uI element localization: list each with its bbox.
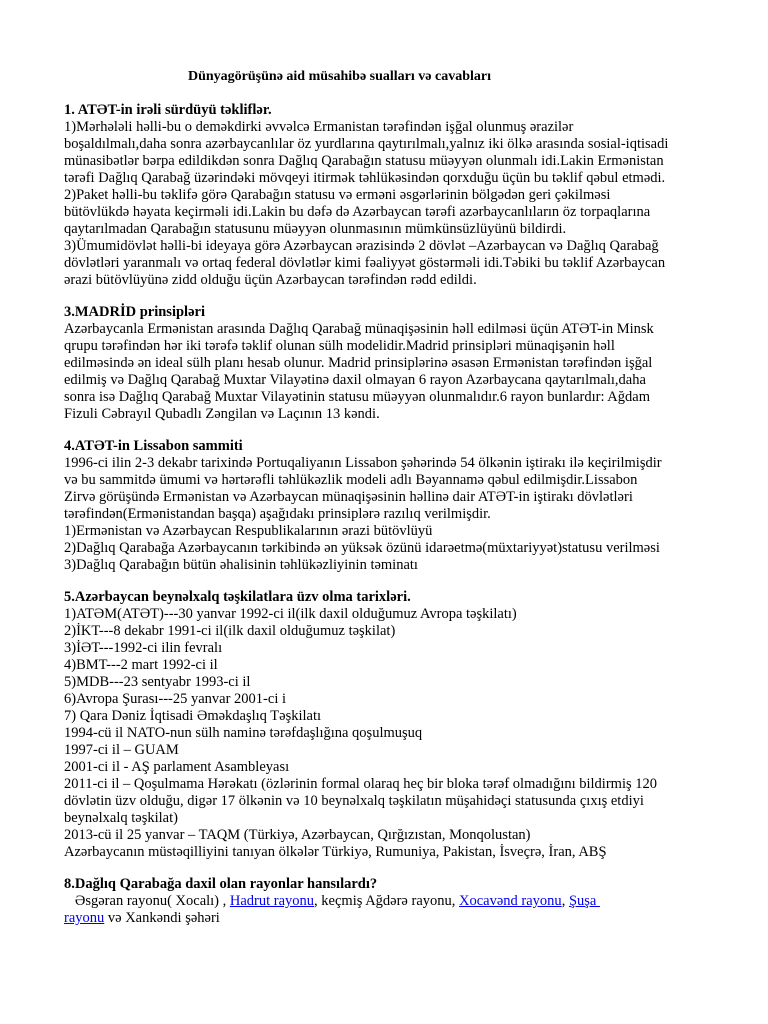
link-susa[interactable]: Şuşa	[568, 893, 600, 909]
link-xocavend-rayonu[interactable]: Xocavənd rayonu	[459, 893, 562, 909]
text-line: tərəfindən(Ermənistandan başqa) aşağıdakı prinsiplərə razılıq verilmişdir.	[64, 506, 491, 522]
text-line-districts	[64, 893, 600, 910]
text-line: Fizuli Cəbrayıl Qubadlı Zəngilan və Laçının 13 kəndi.	[64, 406, 380, 422]
document-title: Dünyagörüşünə aid müsahibə sualları və cavabları	[188, 69, 491, 84]
text-line: 3)Ümumidövlət həlli-bi ideyaya görə Azərbaycan ərazisində 2 dövlət –Azərbaycan və Dağlıq Qarabağ	[64, 238, 659, 254]
text-line: edilmiş və Dağlıq Qarabağ Muxtar Vilayətinə daxil olmayan 6 rayon Azərbaycana qaytarılmalı,daha	[64, 372, 646, 388]
text-line: Azərbaycanın müstəqilliyini tanıyan ölkələr Türkiyə, Rumuniya, Pakistan, İsveçrə, İran, ABŞ	[64, 844, 607, 860]
text-line: 1996-ci ilin 2-3 dekabr tarixində Portuqaliyanın Lissabon şəhərində 54 ölkənin iştirakı ilə keçirilmişdir	[64, 455, 662, 471]
text-line: 3)Dağlıq Qarabağın bütün əhalisinin təhlükəzliyinin təminatı	[64, 557, 418, 573]
section-heading-districts: 8.Dağlıq Qarabağa daxil olan rayonlar hansılardı?	[64, 876, 378, 892]
text-line: 4)BMT---2 mart 1992-ci il	[64, 657, 218, 673]
text-fragment: ,	[561, 893, 569, 909]
text-line: 5)MDB---23 sentyabr 1993-ci il	[64, 674, 251, 690]
link-hadrut-rayonu[interactable]: Hadrut rayonu	[229, 893, 315, 909]
text-line: 2)Paket həlli-bu təklifə görə Qarabağın statusu və erməni əsgərlərinin bölgədən geri çəkilməsi	[64, 187, 611, 203]
text-line: 7) Qara Dəniz İqtisadi Əməkdaşlıq Təşkilatı	[64, 708, 322, 724]
section-heading-madrid: 3.MADRİD prinsipləri	[64, 304, 205, 320]
text-line: edilməsində ən ideal sülh planı hesab olunur. Madrid prinsiplərinə əsasən Ermənistan tərəfindən işğal	[64, 355, 653, 371]
text-fragment: Əsgəran rayonu( Xocalı) ,	[64, 893, 230, 909]
text-line: dövlətin üzv olduğu, digər 17 ölkənin və 10 beynəlxalq təşkilatın müşahidəçi statusunda çıxış etdiyi	[64, 793, 644, 809]
text-line: Azərbaycanla Ermənistan arasında Dağlıq Qarabağ münaqişəsinin həll edilməsi üçün ATƏT-in Minsk	[64, 321, 654, 337]
text-line: bütövlükdə həyata keçirməli idi.Lakin bu dəfə də Azərbaycan tərəfi azərbaycanlıların öz torpaqlarına	[64, 204, 651, 220]
text-line: qrupu tərəfindən hər iki tərəfə təklif olunan sülh modelidir.Madrid prinsipləri münaqişənin həll	[64, 338, 615, 354]
text-line: sonra isə Dağlıq Qarabağ Muxtar Vilayətinin statusu müəyyən olunmalıdır.6 rayon bunlardır: Ağdam	[64, 389, 650, 405]
text-line: 3)İƏT---1992-ci ilin fevralı	[64, 640, 223, 656]
text-line: münasibətlər bərpa edildikdən sonra Dağlıq Qarabağın statusu müəyyən olunmalı idi.Lakin Ermənistan	[64, 153, 664, 169]
text-fragment: , keçmiş Ağdərə rayonu,	[314, 893, 460, 909]
text-line: dövlətləri yaranmalı və ortaq federal dövlətlər kimi fəaliyyət göstərməli idi.Təbiki bu təklif Azərbaycan	[64, 255, 666, 271]
text-fragment: və Xankəndi şəhəri	[104, 910, 220, 926]
text-line: 2013-cü il 25 yanvar – TAQM (Türkiyə, Azərbaycan, Qırğızıstan, Monqolustan)	[64, 827, 531, 843]
text-line: boşaldılmalı,daha sonra azərbaycanlılar öz yurdlarına qaytırılmalı,yalnız iki ölkə arasında sosial-iqtisadi	[64, 136, 669, 152]
text-line: 2011-ci il – Qoşulmama Hərəkatı (özlərinin formal olaraq heç bir bloka tərəf olmadığını bildirmiş 120	[64, 776, 657, 792]
text-line: 2)İKT---8 dekabr 1991-ci il(ilk daxil olduğumuz təşkilat)	[64, 623, 396, 639]
text-line: və bu sammitdə ümumi və hərtərəfli təhlükəzlik modeli adlı Bəyannamə qəbul edilmişdir.Lissabon	[64, 472, 638, 488]
text-line: 1)Mərhələli həlli-bu o deməkdirki əvvəlcə Ermanistan tərəfindən işğal olunmuş ərazilər	[64, 119, 574, 135]
text-line: 1)ATƏM(ATƏT)---30 yanvar 1992-ci il(ilk daxil olduğumuz Avropa təşkilatı)	[64, 606, 517, 622]
text-line: qaytarılmadan Qarabağın statusunu müəyyən olunmasının mümkünsüzlüyünü bildirdi.	[64, 221, 567, 237]
text-line: Zirvə görüşündə Ermənistan və Azərbaycan münaqişəsinin həllinə dair ATƏT-in iştirakı dövlətləri	[64, 489, 633, 505]
section-heading-atet-proposals: 1. ATƏT-in irəli sürdüyü təkliflər.	[64, 102, 272, 118]
text-line: 1)Ermənistan və Azərbaycan Respublikalarının ərazi bütövlüyü	[64, 523, 433, 539]
text-line: beynəlxalq təşkilat)	[64, 810, 178, 826]
text-line: 1997-ci il – GUAM	[64, 742, 179, 758]
section-heading-lisbon: 4.ATƏT-in Lissabon sammiti	[64, 438, 243, 454]
text-line: ərazi bütövlüyünə zidd olduğu üçün Azərbaycan tərəfindən rədd edildi.	[64, 272, 477, 288]
text-line: 6)Avropa Şurası---25 yanvar 2001-ci i	[64, 691, 286, 707]
text-line: 2001-ci il - AŞ parlament Asambleyası	[64, 759, 290, 775]
text-line-districts-2	[64, 910, 220, 927]
text-line: 2)Dağlıq Qarabağa Azərbaycanın tərkibində ən yüksək özünü idarəetmə(müxtariyyət)statusu verilməsi	[64, 540, 660, 556]
text-line: 1994-cü il NATO-nun sülh naminə tərəfdaşlığına qoşulmuşuq	[64, 725, 423, 741]
link-susa-rayonu[interactable]: rayonu	[64, 910, 105, 926]
section-heading-membership: 5.Azərbaycan beynəlxalq təşkilatlara üzv olma tarixləri.	[64, 589, 411, 605]
text-line: tərəfi Dağlıq Qarabağ üzərindəki mövqeyi itirmək təhlükəsindən qorxduğu üçün bu təklif qəbul etmədi.	[64, 170, 666, 186]
